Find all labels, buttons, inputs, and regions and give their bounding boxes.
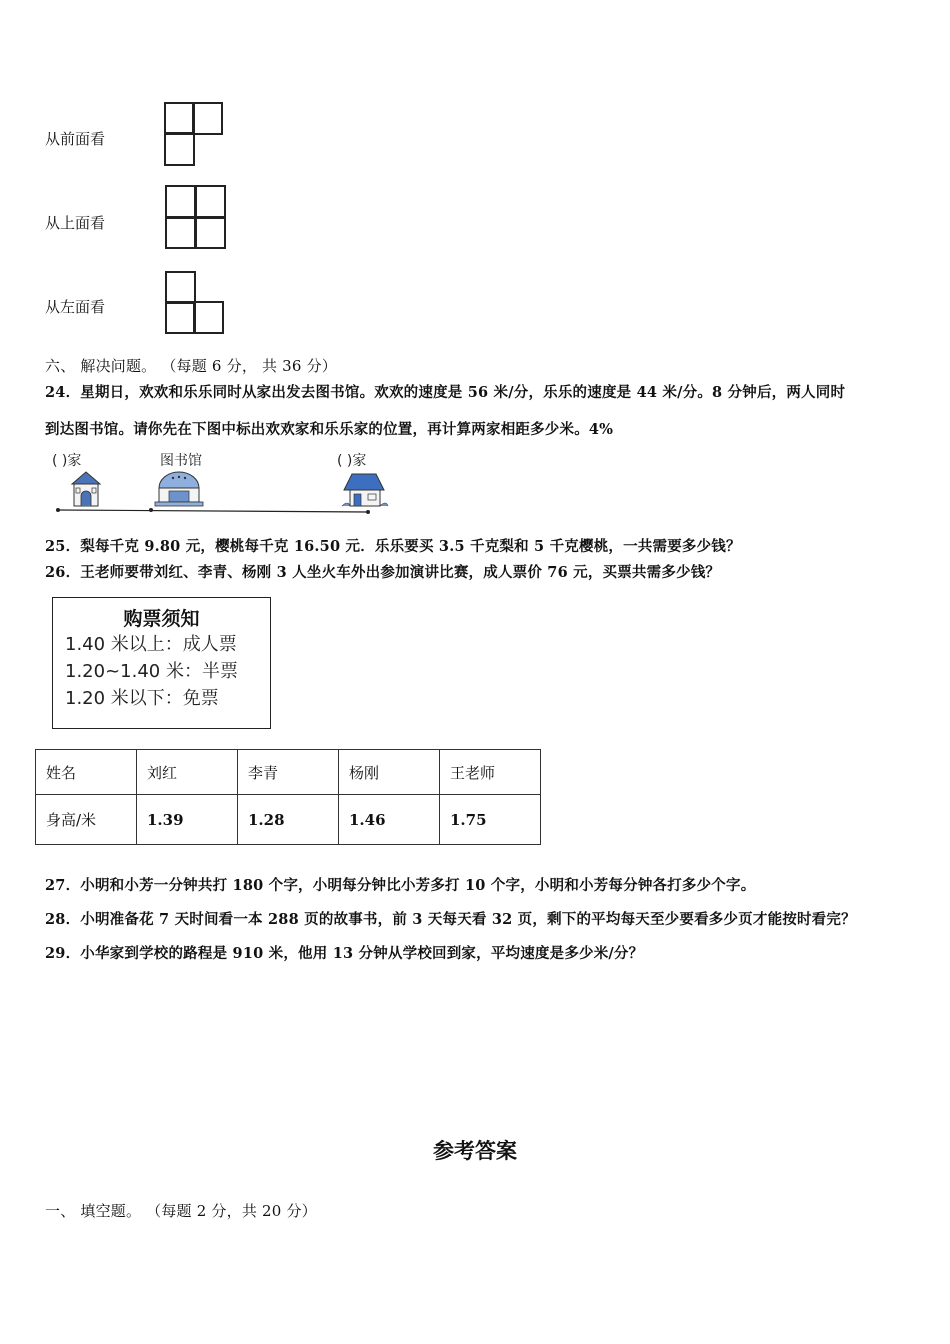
question-24-line2: 到达图书馆。请你先在下图中标出欢欢家和乐乐家的位置，再计算两家相距多少米。4% (45, 421, 614, 438)
question-24-line1: 24．星期日，欢欢和乐乐同时从家出发去图书馆。欢欢的速度是 56 米/分，乐乐的速度是 44 米/分。8 分钟后，两人同时 (45, 384, 846, 401)
library-icon (153, 470, 205, 508)
notice-rule: 1.40 米以上：成人票 (65, 634, 237, 655)
route-diagram (50, 448, 420, 518)
top-view-figure (165, 185, 226, 249)
table-cell: 杨刚 (339, 750, 440, 795)
view-label-top: 从上面看 (45, 214, 106, 232)
ticket-notice-box (52, 597, 271, 729)
table-cell: 刘红 (137, 750, 238, 795)
question-27: 27．小明和小芳一分钟共打 180 个字，小明每分钟比小芳多打 10 个字，小明和小芳每分钟各打多少个字。 (45, 877, 756, 894)
library-label: 图书馆 (160, 453, 202, 469)
section-heading: 六、 解决问题。 （每题 6 分， 共 36 分） (45, 357, 338, 375)
table-cell: 身高/米 (36, 795, 137, 845)
table-cell: 1.46 (339, 795, 440, 845)
route-line (50, 504, 420, 518)
table-cell: 王老师 (440, 750, 541, 795)
question-25: 25．梨每千克 9.80 元，樱桃每千克 16.50 元．乐乐要买 3.5 千克梨和 5 千克樱桃，一共需要多少钱？ (45, 538, 741, 555)
table-row (36, 795, 541, 845)
height-table (35, 749, 541, 845)
table-cell: 1.28 (238, 795, 339, 845)
table-cell: 姓名 (36, 750, 137, 795)
left-view-figure (165, 271, 224, 334)
question-28: 28．小明准备花 7 天时间看一本 288 页的故事书，前 3 天每天看 32 页，剩下的平均每天至少要看多少页才能按时看完？ (45, 911, 856, 928)
answers-title: 参考答案 (433, 1139, 517, 1163)
left-home-label: ( )家 (52, 453, 82, 469)
house-icon-left (70, 470, 102, 508)
front-view-figure (164, 102, 224, 166)
table-row (36, 750, 541, 795)
table-cell: 1.39 (137, 795, 238, 845)
view-label-left: 从左面看 (45, 298, 106, 316)
table-cell: 李青 (238, 750, 339, 795)
question-26: 26．王老师要带刘红、李青、杨刚 3 人坐火车外出参加演讲比赛，成人票价 76 元，买票共需多少钱？ (45, 564, 721, 581)
notice-rule: 1.20~1.40 米：半票 (65, 661, 238, 682)
house-icon-right (340, 472, 390, 508)
question-29: 29．小华家到学校的路程是 910 米，他用 13 分钟从学校回到家，平均速度是多少米/分？ (45, 945, 644, 962)
table-cell: 1.75 (440, 795, 541, 845)
notice-rule: 1.20 米以下：免票 (65, 688, 219, 709)
view-label-front: 从前面看 (45, 130, 106, 148)
notice-title: 购票须知 (123, 608, 200, 630)
right-home-label: ( )家 (337, 453, 367, 469)
answers-section-heading: 一、 填空题。 （每题 2 分，共 20 分） (45, 1202, 317, 1220)
